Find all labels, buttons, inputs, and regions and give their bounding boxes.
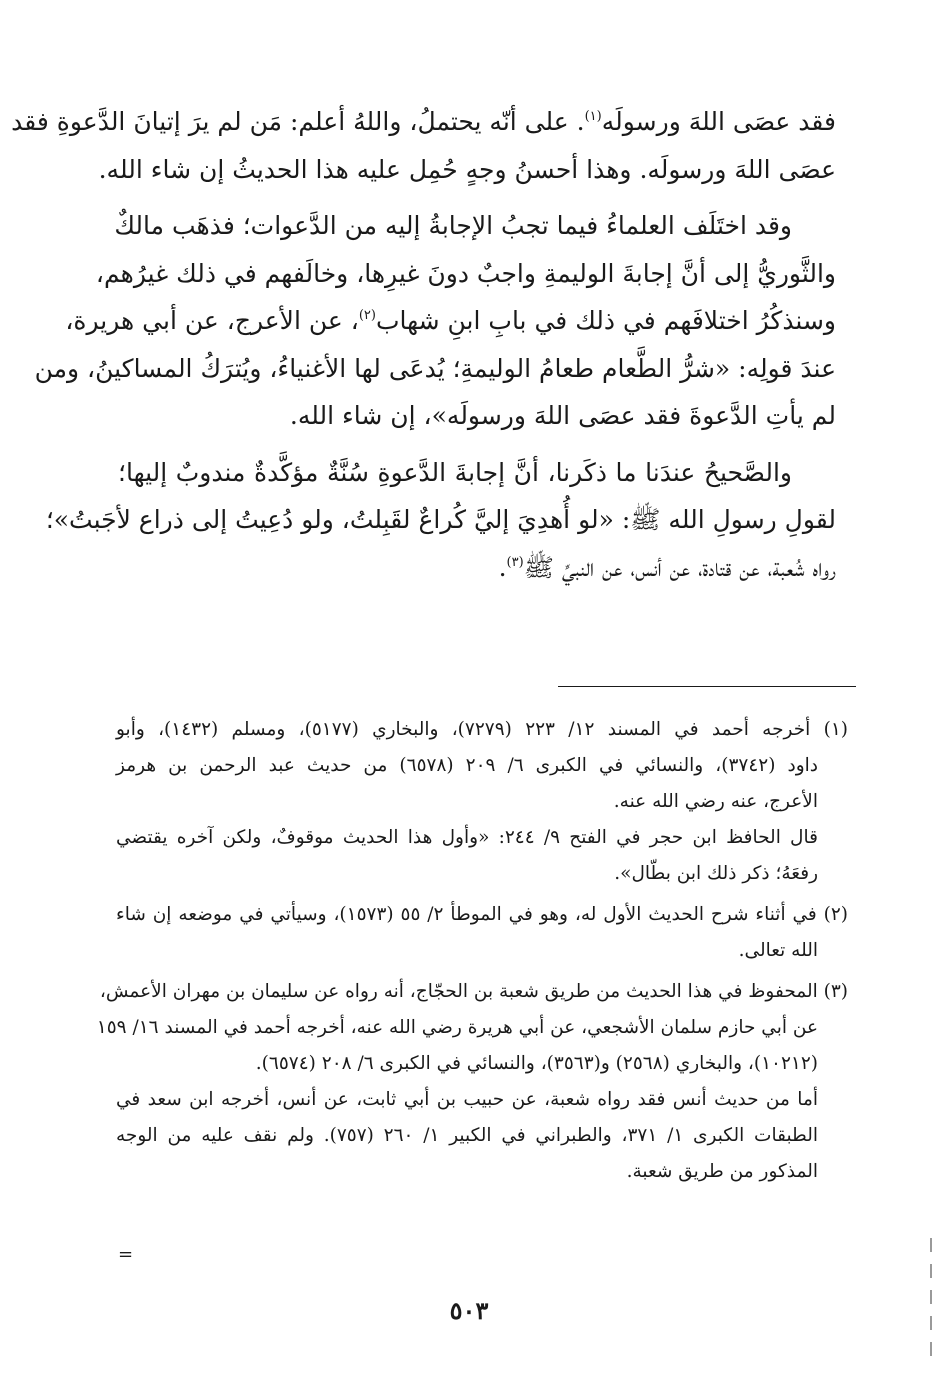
footnote-line: الأعرج، عنه رضي الله عنه. — [613, 791, 818, 812]
footnote-line: رفعَهُ؛ ذكر ذلك ابن بطّال». — [614, 863, 818, 884]
footnotes — [96, 712, 848, 1195]
text-segment: وسنذكُرُ اختلافَهم في ذلك في بابِ ابنِ شهاب — [375, 306, 836, 335]
text-segment: فقد عصَى اللهَ ورسولَه — [601, 107, 836, 136]
footnote-line: عن أبي حازم سلمان الأشجعي، عن أبي هريرة رضي الله عنه، أخرجه أحمد في المسند ١٦/ ١٥٩ — [96, 1017, 818, 1038]
text-line: والصَّحيحُ عندَنا ما ذكَرنا، أنَّ إجابةَ الدَّعوةِ سُنَّةٌ مؤكَّدةٌ مندوبٌ إليها؛ — [118, 457, 792, 487]
footnote-line: أما من حديث أنس فقد رواه شعبة، عن حبيب بن أبي ثابت، عن أنس، أخرجه ابن سعد في — [116, 1089, 818, 1110]
text-segment: ، عن الأعرج، عن أبي هريرة، — [65, 306, 359, 335]
footnote-ref-1: (١) — [584, 109, 602, 124]
text-line: عندَ قولِه: «شرُّ الطَّعام طعامُ الوليمةِ؛ يُدعَى لها الأغنياءُ، ويُترَكُ المساكينُ، ومن — [34, 353, 836, 383]
footnote-2 — [116, 897, 848, 969]
footnote-line: قال الحافظ ابن حجر في الفتح ٩/ ٢٤٤: «وأول هذا الحديث موقوفٌ، ولكن آخره يقتضي — [116, 827, 818, 848]
footnote-line: الله تعالى. — [738, 940, 818, 961]
text-line: عصَى اللهَ ورسولَه. وهذا أحسنُ وجهٍ حُمِل عليه هذا الحديثُ إن شاء الله. — [98, 154, 836, 184]
paragraph-3 — [45, 449, 836, 592]
main-text — [11, 98, 836, 600]
footnote-line: (١) أخرجه أحمد في المسند ١٢/ ٢٢٣ (٧٢٧٩)، والبخاري (٥١٧٧)، ومسلم (١٤٣٢)، وأبو — [116, 719, 848, 740]
text-line — [11, 98, 836, 146]
text-segment: . على أنّه يحتملُ، واللهُ أعلم: مَن لم يرَ إتيانَ الدَّعوةِ فقد — [11, 107, 585, 136]
text-line: وقد اختَلَف العلماءُ فيما تجبُ الإجابةُ إليه من الدَّعوات؛ فذهَب مالكٌ — [114, 211, 792, 240]
page-number: ٥٠٣ — [449, 1296, 489, 1325]
text-line — [118, 544, 836, 592]
scan-edge-decoration — [930, 1238, 932, 1368]
continuation-mark: = — [118, 1244, 134, 1265]
footnote-1 — [116, 712, 848, 892]
footnote-line: المذكور من طريق شعبة. — [626, 1161, 818, 1182]
footnote-line: (١٠٢١٢)، والبخاري (٢٥٦٨) و(٣٥٦٣)، والنسائي في الكبرى ٦/ ٢٠٨ (٦٥٧٤). — [255, 1053, 818, 1074]
footnote-line: (٣) المحفوظ في هذا الحديث من طريق شعبة بن الحجّاج، أنه رواه عن سليمان بن مهران الأعمش، — [99, 981, 848, 1002]
text-line: لقولِ رسولِ الله ﷺ: «لو أُهدِيَ إليَّ كُراعٌ لقَبِلتُ، ولو دُعِيتُ إلى ذراع لأجَبتُ»؛ — [45, 505, 836, 534]
text-segment: . — [498, 552, 507, 582]
paragraph-1 — [11, 98, 836, 193]
text-line — [65, 297, 836, 345]
footnote-ref-3: (٣) — [506, 554, 524, 570]
text-segment: رواه شُعبة، عن قتادة، عن أنس، عن النبيِّ ﷺ — [523, 552, 836, 582]
paragraph-2 — [34, 202, 836, 440]
footnote-ref-2: (٢) — [358, 308, 376, 323]
footnote-line: الطبقات الكبرى ١/ ٣٧١، والطبراني في الكبير ١/ ٢٦٠ (٧٥٧). ولم نقف عليه من الوجه — [116, 1125, 818, 1146]
footnote-separator — [558, 686, 856, 687]
footnote-3 — [96, 974, 848, 1190]
footnote-line: داود (٣٧٤٢)، والنسائي في الكبرى ٦/ ٢٠٩ (٦٥٧٨) من حديث عبد الرحمن بن هرمز — [116, 755, 819, 776]
text-line: لم يأتِ الدَّعوةَ فقد عصَى اللهَ ورسولَه»، إن شاء الله. — [289, 401, 836, 430]
text-line: والثَّوريُّ إلى أنَّ إجابةَ الوليمةِ واجبٌ دونَ غيرِها، وخالَفهم في ذلك غيرُهم، — [95, 258, 836, 288]
footnote-line: (٢) في أثناء شرح الحديث الأول له، وهو في الموطأ ٢/ ٥٥ (١٥٧٣)، وسيأتي في موضعه إن شاء — [116, 904, 848, 925]
